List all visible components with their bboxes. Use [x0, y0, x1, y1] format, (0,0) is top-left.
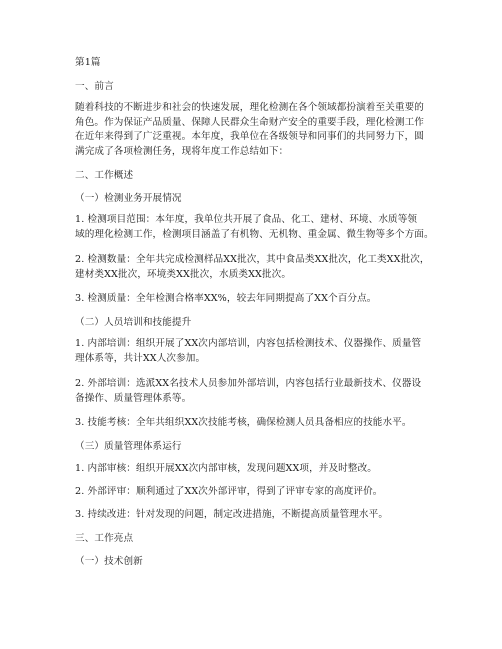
item-line: 建材类XX批次，环境类XX批次，水质类XX批次。	[75, 268, 292, 280]
section-title-quality: （三）质量管理体系运行	[75, 441, 182, 452]
heading-highlights: 三、工作亮点	[75, 533, 134, 544]
item-line: 备操作、质量管理体系等。	[75, 392, 192, 404]
testing-item-3: 3. 检测质量：全年检测合格率XX%，较去年同期提高了XX个百分点。	[75, 293, 377, 304]
item-line: 1. 检测项目范围：本年度，我单位共开展了食品、化工、建材、环境、水质等领	[75, 214, 418, 225]
testing-item-2	[75, 253, 435, 282]
intro-paragraph	[75, 101, 435, 159]
intro-line: 角色。作为保证产品质量、保障人民群众生命财产安全的重要手段，理化检测工作	[75, 116, 424, 128]
quality-item-3: 3. 持续改进：针对发现的问题，制定改进措施，不断提高质量管理水平。	[75, 509, 389, 520]
item-line: 2. 外部培训：选派XX名技术人员参加外部培训，内容包括行业最新技术、仪器设	[75, 378, 422, 389]
training-item-1	[75, 337, 435, 366]
quality-item-2: 2. 外部评审：顺利通过了XX次外部评审，得到了评审专家的高度评价。	[75, 486, 383, 497]
heading-intro: 一、前言	[75, 81, 114, 92]
heading-overview: 二、工作概述	[75, 170, 134, 181]
training-item-3: 3. 技能考核：全年共组织XX次技能考核，确保检测人员具备相应的技能水平。	[75, 417, 412, 428]
item-line: 域的理化检测工作，检测项目涵盖了有机物、无机物、重金属、微生物等多个方面。	[75, 228, 434, 240]
intro-line: 随着科技的不断进步和社会的快速发展，理化检测在各个领域都扮演着至关重要的	[75, 102, 424, 113]
training-item-2	[75, 377, 435, 406]
part-label: 第1篇	[75, 57, 101, 68]
item-line: 2. 检测数量：全年共完成检测样品XX批次，其中食品类XX批次，化工类XX批次，	[75, 254, 430, 265]
intro-line: 满完成了各项检测任务，现将年度工作总结如下：	[75, 145, 289, 157]
intro-line: 在近年来得到了广泛重视。本年度，我单位在各级领导和同事们的共同努力下，圆	[75, 131, 424, 142]
item-line: 理体系等，共计XX人次参加。	[75, 352, 206, 364]
section-title-training: （二）人员培训和技能提升	[75, 317, 192, 328]
section-title-innovation: （一）技术创新	[75, 556, 143, 567]
testing-item-1	[75, 213, 435, 242]
item-line: 1. 内部培训：组织开展了XX次内部培训，内容包括检测技术、仪器操作、质量管	[75, 338, 422, 349]
section-title-testing: （一）检测业务开展情况	[75, 193, 182, 204]
quality-item-1: 1. 内部审核：组织开展XX次内部审核，发现问题XX项，并及时整改。	[75, 463, 377, 474]
